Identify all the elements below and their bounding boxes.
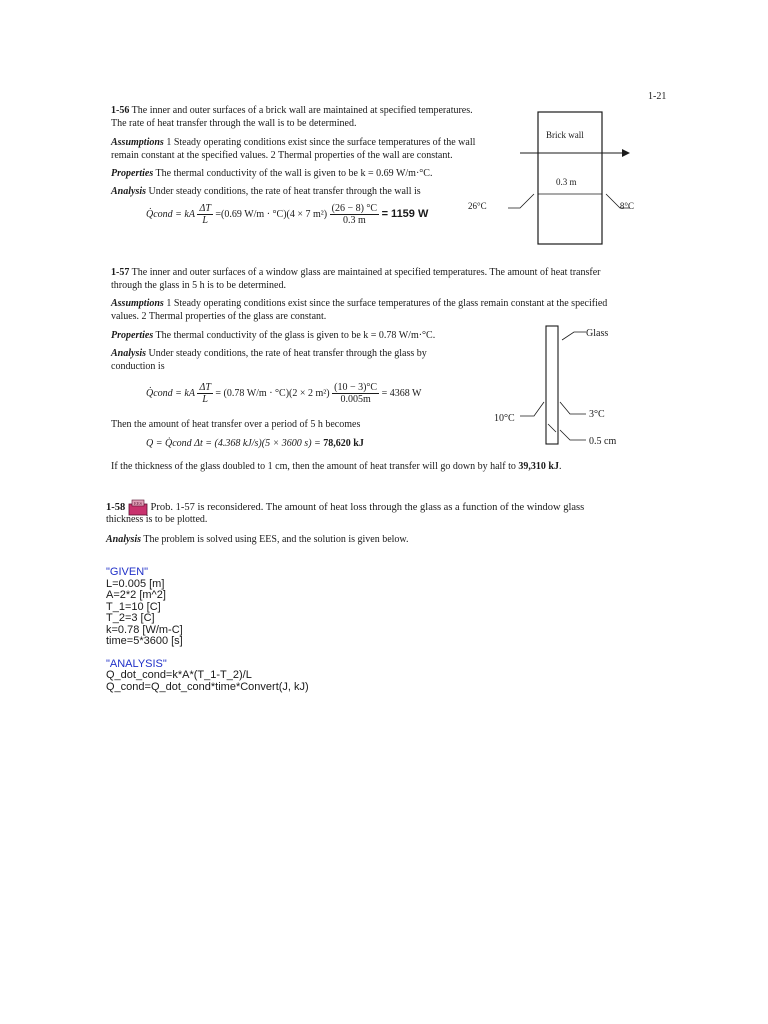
equation-1-57-rate: Q̇cond = kA $\frac{\Delta T}{L}$ = (0.78 W/m · °C)(2 × 2 m²) $\frac{(10 - 3)^\circ C}{0.005m}$ = 4368 W [146, 382, 422, 405]
code-line: A=2*2 [m^2] [106, 589, 166, 601]
assumptions-1-57-line1: Assumptions 1 Steady operating conditions exist since the surface temperatures of the glass remain constant at the specified [111, 298, 608, 309]
equation-1-57-total: Q = Q̇cond Δt = (4.368 kJ/s)(5 × 3600 s) = 78,620 kJ [146, 438, 364, 449]
assumptions-1-56-line1: Assumptions 1 Steady operating conditions exist since the surface temperatures of the wall [111, 137, 476, 148]
properties-1-57: Properties The thermal conductivity of the glass is given to be k = 0.78 W/m·°C. [111, 330, 436, 341]
thickness-label: 0.5 cm [589, 436, 617, 447]
problem-number: 1-56 [111, 105, 130, 116]
equation-1-56: Q̇cond = kA $\frac{\Delta T}{L}$ =(0.69 W/m · °C)(4 × 7 m²) $\frac{(26 - 8) ^\circ C}{0.3 m}$ = 1159 W [146, 203, 429, 226]
glass-label: Glass [586, 328, 609, 339]
svg-text:EES: EES [133, 501, 142, 506]
page-number: 1-21 [648, 91, 667, 102]
ees-code-block [106, 567, 309, 693]
code-line: T_2=3 [C] [106, 612, 155, 624]
code-line: k=0.78 [W/m-C] [106, 623, 183, 636]
thickness-mark [548, 424, 556, 432]
wall-thickness-label: 0.3 m [556, 177, 577, 187]
then-text-1-57: Then the amount of heat transfer over a period of 5 h becomes [111, 419, 361, 430]
outer-temp-label: 3°C [589, 409, 605, 420]
outer-temp-label: 8°C [619, 201, 634, 211]
assumptions-1-56-line2: remain constant at the specified values. 2 Thermal properties of the wall are constant. [111, 150, 453, 161]
glass-pane-rect [546, 326, 558, 444]
analysis-1-56: Analysis Under steady conditions, the rate of heat transfer through the wall is [111, 186, 421, 197]
code-line: Q_dot_cond=k*A*(T_1-T_2)/L [106, 669, 252, 681]
properties-1-56: Properties The thermal conductivity of the wall is given to be k = 0.69 W/m·°C. [111, 168, 433, 179]
code-comment-given: "GIVEN" [106, 566, 149, 578]
inner-temp-leader [520, 402, 544, 416]
problem-1-56-intro-line1: 1-56 The inner and outer surfaces of a brick wall are maintained at specified temperatures. [111, 105, 473, 116]
outer-temp-leader [560, 402, 586, 414]
problem-1-57-intro-line2: through the glass in 5 h is to be determined. [111, 280, 286, 291]
brick-wall-diagram [460, 108, 640, 248]
analysis-1-57-line1: Analysis Under steady conditions, the rate of heat transfer through the glass by [111, 348, 427, 359]
arrow-head-icon [622, 149, 630, 157]
inner-temp-label: 10°C [494, 413, 515, 424]
inner-temp-leader [508, 194, 534, 208]
code-line: T_1=10 [C] [106, 600, 161, 613]
inner-temp-label: 26°C [468, 201, 487, 211]
wall-label: Brick wall [546, 130, 584, 140]
thickness-leader [560, 430, 586, 440]
problem-1-56-intro-line2: The rate of heat transfer through the wall is to be determined. [111, 118, 357, 129]
problem-1-58-intro-line1: 1-58 EES Prob. 1-57 is reconsidered. The amount of heat loss through the glass as a function of the window glass [106, 499, 584, 516]
problem-1-58-intro-line2: thickness is to be plotted. [106, 514, 208, 525]
code-line: time=5*3600 [s] [106, 635, 183, 647]
analysis-1-58: Analysis The problem is solved using EES, and the solution is given below. [106, 534, 409, 545]
assumptions-1-57-line2: values. 2 Thermal properties of the glass are constant. [111, 311, 327, 322]
conclusion-1-57: If the thickness of the glass doubled to 1 cm, then the amount of heat transfer will go down by half to 39,310 kJ. [111, 461, 562, 472]
glass-diagram [490, 320, 650, 450]
code-comment-analysis: "ANALYSIS" [106, 657, 167, 670]
problem-1-57-intro-line1: 1-57 The inner and outer surfaces of a window glass are maintained at specified temperatures. The amount of heat transfer [111, 267, 601, 278]
code-line: Q_cond=Q_dot_cond*time*Convert(J, kJ) [106, 680, 309, 693]
glass-leader [562, 332, 586, 340]
analysis-1-57-line2: conduction is [111, 361, 165, 372]
code-line: L=0.005 [m] [106, 577, 165, 590]
